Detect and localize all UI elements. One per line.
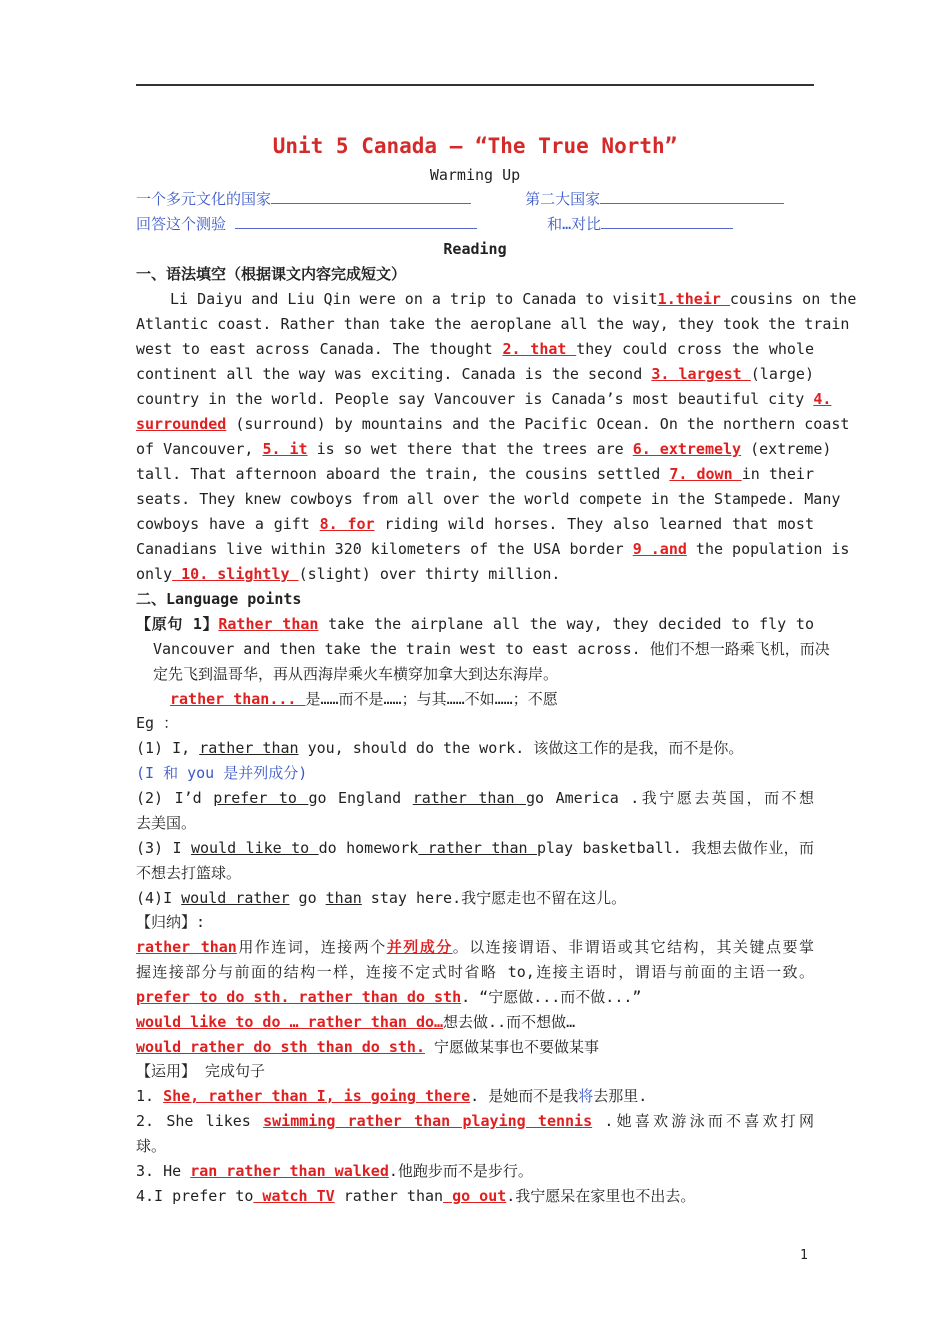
original-sentence-line: 定先飞到温哥华，再从西海岸乘火车横穿加拿大到达东海岸。 [153, 665, 559, 683]
passage-line: Canadians live within 320 kilometers of the USA border 9 .and the population is [136, 540, 850, 558]
passage-line: cowboys have a gift 8. for riding wild horses. They also learned that most [136, 515, 814, 533]
original-sentence-line: Vancouver and then take the train west to east across. 他们不想一路乘飞机，而决 [153, 640, 830, 658]
example-4: (4)I would rather go than stay here.我宁愿走也不留在这儿。 [136, 889, 627, 907]
passage-line: Atlantic coast. Rather than take the aeroplane all the way, they took the train [136, 315, 850, 333]
passage-line: seats. They knew cowboys from all over the world compete in the Stampede. Many [136, 490, 841, 508]
page-number: 1 [800, 1248, 808, 1263]
summary-pattern: would rather do sth than do sth. 宁愿做某事也不要做某事 [136, 1038, 600, 1056]
example-1: (1) I, rather than you, should do the work. 该做这工作的是我，而不是你。 [136, 739, 744, 757]
phrase-definition: rather than... 是……而不是……；与其……不如……；不愿 [170, 690, 558, 708]
page-title: Unit 5 Canada — “The True North” [272, 134, 678, 158]
header-rule [136, 84, 814, 86]
passage-line: of Vancouver, 5. it is so wet there that the trees are 6. extremely (extreme) [136, 440, 832, 458]
passage-line: Li Daiyu and Liu Qin were on a trip to Canada to visit1.their cousins on the [170, 290, 857, 308]
answer-4: surrounded [136, 415, 227, 433]
practice-label: 【运用】 完成句子 [136, 1062, 266, 1080]
practice-4: 4.I prefer to watch TV rather than go out.我宁愿呆在家里也不出去。 [136, 1187, 696, 1205]
passage-line: continent all the way was exciting. Canada is the second 3. largest (large) [136, 365, 814, 383]
warming-up-row-2 [136, 212, 814, 237]
summary-pattern: prefer to do sth. rather than do sth. “宁愿做...而不做...” [136, 988, 642, 1006]
answer-blank[interactable] [600, 188, 784, 204]
answer-8: 8. for [319, 515, 375, 533]
example-2-line: 去美国。 [136, 814, 197, 832]
phrase-contrast: 和…对比 [547, 215, 602, 233]
answer-blank[interactable] [601, 213, 733, 229]
passage-line: tall. That afternoon aboard the train, the cousins settled 7. down in their [136, 465, 814, 483]
warming-up-row-1 [136, 187, 814, 212]
answer-9: 9 .and [632, 540, 687, 558]
practice-2: 2. She likes swimming rather than playing tennis .她喜欢游泳而不喜欢打网 [136, 1112, 814, 1130]
passage-line: surrounded (surround) by mountains and the Pacific Ocean. On the northern coast [136, 415, 850, 433]
summary-pattern: would like to do … rather than do…想去做..而不想做… [136, 1013, 576, 1031]
answer-7: 7. down [669, 465, 742, 483]
warming-up-heading: Warming Up [429, 166, 521, 184]
phrase-second-largest: 第二大国家 [525, 190, 601, 208]
example-3-line: 不想去打篮球。 [136, 864, 242, 882]
summary-line: 握连接部分与前面的结构一样，连接不定式时省略 to,连接主语时，谓语与前面的主语一致。 [136, 963, 814, 981]
original-sentence: 【原句 1】Rather than take the airplane all the way, they decided to fly to [136, 615, 814, 633]
example-1-note: (I 和 you 是并列成分) [136, 764, 308, 782]
summary-line: rather than用作连词，连接两个并列成分。以连接谓语、非谓语或其它结构，其关键点要掌 [136, 938, 814, 956]
answer-blank[interactable] [271, 188, 471, 204]
practice-1: 1. She, rather than I, is going there. 是她而不是我将去那里. [136, 1087, 648, 1105]
answer-6: 6. extremely [632, 440, 742, 458]
passage-line: west to east across Canada. The thought 2. that they could cross the whole [136, 340, 815, 358]
summary-label: 【归纳】: [136, 913, 206, 931]
practice-2-line: 球。 [136, 1137, 167, 1155]
phrase-multicultural: 一个多元文化的国家 [136, 190, 272, 208]
reading-heading: Reading [443, 240, 507, 258]
answer-5: 5. it [262, 440, 308, 458]
practice-3: 3. He ran rather than walked.他跑步而不是步行。 [136, 1162, 533, 1180]
passage-line: only 10. slightly (slight) over thirty million. [136, 565, 561, 583]
answer-1: 1.their [657, 290, 730, 308]
passage-line: country in the world. People say Vancouver is Canada’s most beautiful city 4. [136, 390, 832, 408]
answer-2: 2. that [502, 340, 577, 358]
example-2: (2) I’d prefer to go England rather than go America .我宁愿去英国，而不想 [136, 789, 815, 807]
eg-label: Eg ： [136, 714, 179, 732]
phrase-answer-quiz: 回答这个测验 [136, 215, 227, 233]
answer-10: 10. slightly [172, 565, 299, 583]
answer-3: 3. largest [651, 365, 751, 383]
example-3: (3) I would like to do homework rather than play basketball. 我想去做作业，而 [136, 839, 815, 857]
answer-blank[interactable] [235, 213, 477, 229]
section2-heading: 二、Language points [136, 590, 302, 608]
key-phrase: Rather than [218, 615, 319, 633]
answer-4-number: 4. [813, 390, 832, 408]
section1-heading: 一、语法填空（根据课文内容完成短文） [136, 265, 407, 283]
